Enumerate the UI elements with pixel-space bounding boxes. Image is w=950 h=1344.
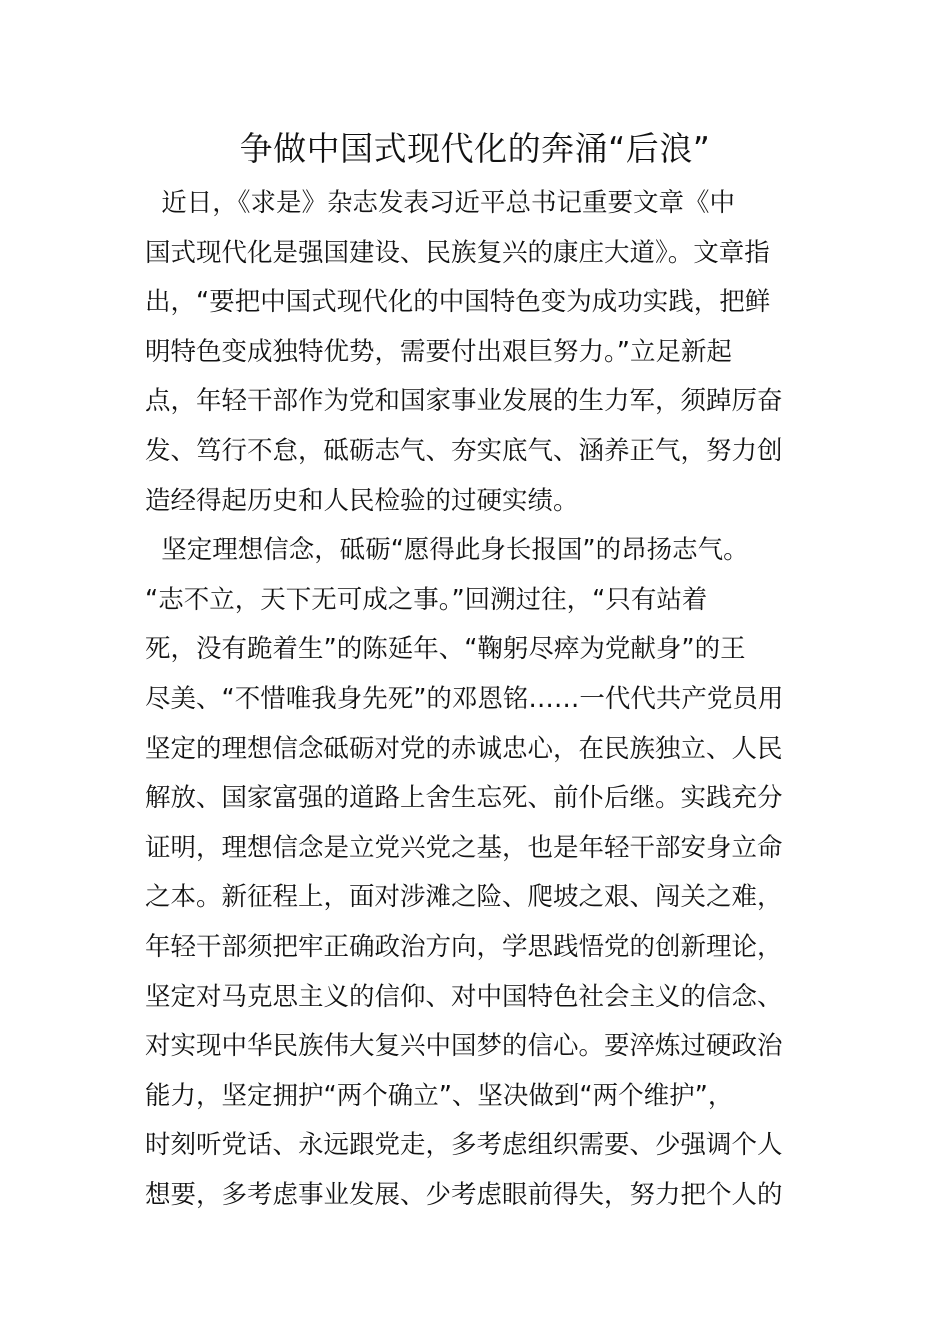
text-line: 能力，坚定拥护“两个确立”、坚决做到“两个维护”，	[145, 1080, 734, 1111]
text-line: 造经得起历史和人民检验的过硬实绩。	[145, 485, 579, 516]
text-line: 解放、国家富强的道路上舍生忘死、前仆后继。实践充分	[145, 783, 783, 814]
text-line: 出，“要把中国式现代化的中国特色变为成功实践，把鲜	[145, 287, 771, 318]
text-line: 想要，多考虑事业发展、少考虑眼前得失，努力把个人的	[145, 1179, 783, 1210]
document-title: 争做中国式现代化的奔涌“后浪”	[239, 129, 711, 168]
document-body	[145, 179, 815, 1220]
text-line: 国式现代化是强国建设、民族复兴的康庄大道》。文章指	[145, 237, 770, 268]
text-line: 之本。新征程上，面对涉滩之险、爬坡之艰、闯关之难，	[145, 882, 783, 913]
text-line: 时刻听党话、永远跟党走，多考虑组织需要、少强调个人	[145, 1130, 783, 1161]
text-line: 近日，《求是》杂志发表习近平总书记重要文章《中	[145, 188, 735, 218]
text-line: 坚定对马克思主义的信仰、对中国特色社会主义的信念、	[145, 981, 783, 1012]
text-line: 坚定理想信念，砥砺“愿得此身长报国”的昂扬志气。	[145, 535, 749, 566]
text-line: 发、笃行不怠，砥砺志气、夯实底气、涵养正气，努力创	[145, 435, 783, 466]
text-line: 对实现中华民族伟大复兴中国梦的信心。要淬炼过硬政治	[145, 1031, 783, 1062]
text-line: 尽美、“不惜唯我身先死”的邓恩铭……一代代共产党员用	[145, 683, 784, 714]
text-line: 年轻干部须把牢正确政治方向，学思践悟党的创新理论，	[145, 931, 783, 962]
text-line: “志不立，天下无可成之事。”回溯过往，“只有站着	[145, 584, 708, 615]
text-line: 明特色变成独特优势，需要付出艰巨努力。”立足新起	[145, 336, 732, 367]
text-line: 坚定的理想信念砥砺对党的赤诚忠心，在民族独立、人民	[145, 733, 783, 764]
text-line: 死，没有跪着生”的陈延年、“鞠躬尽瘁为党献身”的王	[145, 634, 746, 665]
text-line: 证明，理想信念是立党兴党之基，也是年轻干部安身立命	[145, 832, 783, 863]
text-line: 点，年轻干部作为党和国家事业发展的生力军，须踔厉奋	[145, 386, 783, 417]
